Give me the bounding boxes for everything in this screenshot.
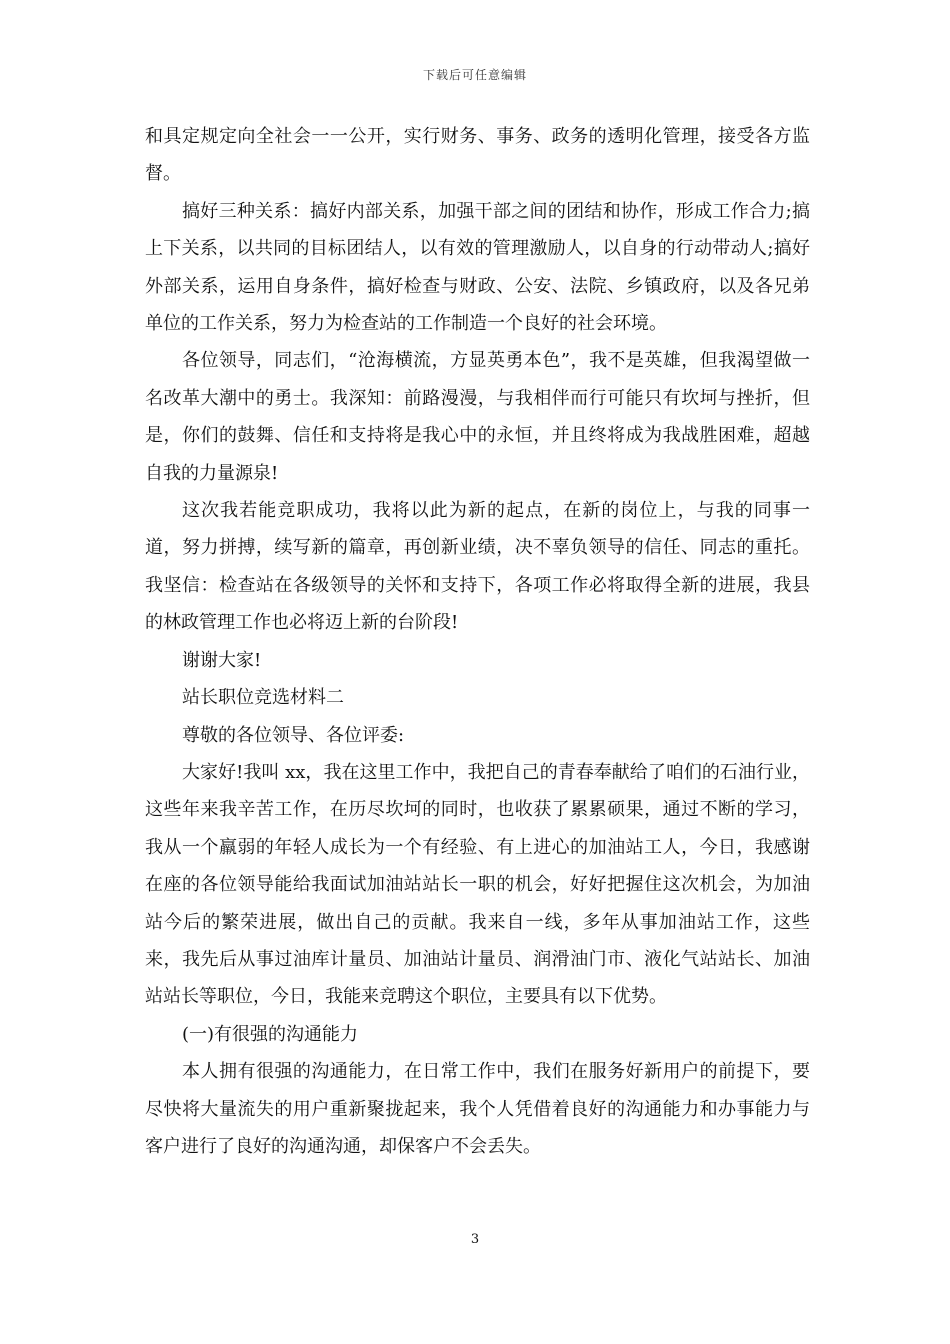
page-header: 下载后可任意编辑	[422, 68, 527, 82]
document-body	[145, 118, 810, 1165]
paragraph-10: 本人拥有很强的沟通能力，在日常工作中，我们在服务好新用户的前提下，要尽快将大量流失的用户重新聚拢起来，我个人凭借着良好的沟通能力和办事能力与客户进行了良好的沟通沟通，却保客户不会丢失。	[145, 1061, 810, 1157]
paragraph-2: 搞好三种关系：搞好内部关系，加强干部之间的团结和协作，形成工作合力;搞上下关系，以共同的目标团结人，以有效的管理激励人，以自身的行动带动人;搞好外部关系，运用自身条件，搞好检查与财政、公安、法院、乡镇政府，以及各兄弟单位的工作关系，努力为检查站的工作制造一个良好的社会环境。	[145, 200, 810, 335]
section-title: 站长职位竞选材料二	[182, 687, 344, 709]
paragraph-3: 各位领导，同志们，“沧海横流，方显英勇本色”，我不是英雄，但我渴望做一名改革大潮中的勇士。我深知：前路漫漫，与我相伴而行可能只有坎坷与挫折，但是，你们的鼓舞、信任和支持将是我心中的永恒，并且终将成为我战胜困难，超越自我的力量源泉!	[145, 350, 810, 484]
paragraph-8: 大家好!我叫 xx，我在这里工作中，我把自己的青春奉献给了咱们的石油行业，这些年来我辛苦工作，在历尽坎坷的同时，也收获了累累硕果，通过不断的学习，我从一个羸弱的年轻人成长为一个有经验、有上进心的加油站工人，今日，我感谢在座的各位领导能给我面试加油站站长一职的机会，好好把握住这次机会，为加油站今后的繁荣进展，做出自己的贡献。我来自一线，多年从事加油站工作，这些来，我先后从事过油库计量员、加油站计量员、润滑油门市、液化气站站长、加油站站长等职位，今日，我能来竞聘这个职位，主要具有以下优势。	[145, 761, 810, 1008]
paragraph-4: 这次我若能竞职成功，我将以此为新的起点，在新的岗位上，与我的同事一道，努力拼搏，续写新的篇章，再创新业绩，决不辜负领导的信任、同志的重托。我坚信：检查站在各级领导的关怀和支持下，各项工作必将取得全新的进展，我县的林政管理工作也必将迈上新的台阶段!	[145, 500, 810, 634]
salutation: 尊敬的各位领导、各位评委:	[182, 724, 405, 746]
subheading: (一)有很强的沟通能力	[182, 1023, 359, 1045]
paragraph-5: 谢谢大家!	[182, 649, 262, 671]
paragraph-1: 和具定规定向全社会一一公开，实行财务、事务、政务的透明化管理，接受各方监督。	[145, 126, 810, 185]
page-number: 3	[470, 1232, 480, 1247]
